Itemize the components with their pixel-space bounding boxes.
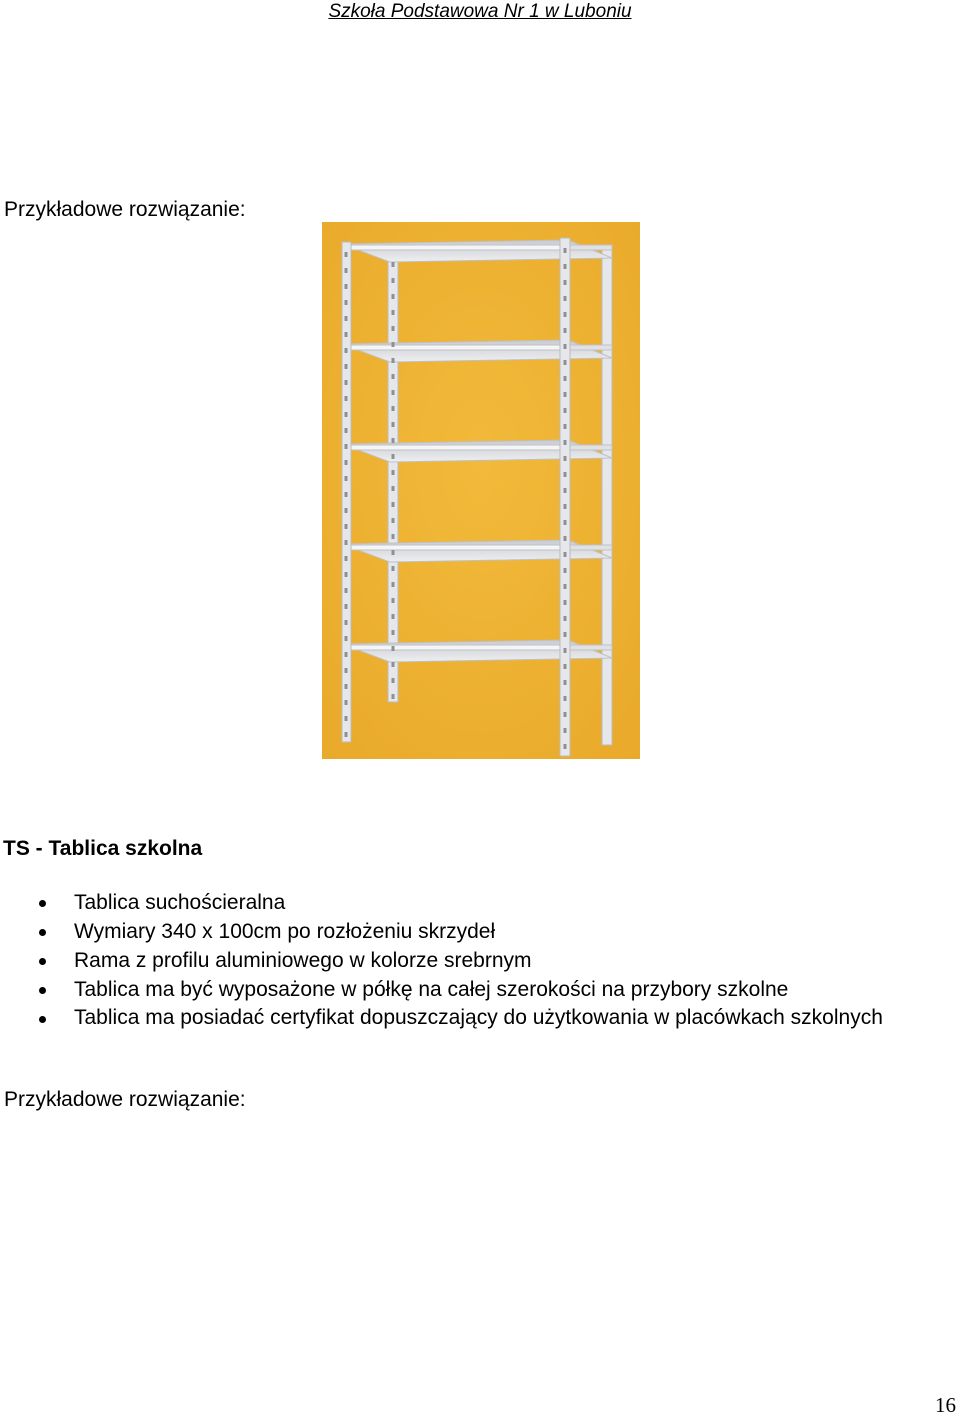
post-hole <box>392 550 395 555</box>
list-item: Tablica suchościeralna <box>0 888 930 917</box>
example-solution-label-shelf: Przykładowe rozwiązanie: <box>4 198 246 221</box>
post-hole <box>392 598 395 603</box>
post-hole <box>345 252 348 257</box>
example-solution-label-board: Przykładowe rozwiązanie: <box>4 1088 246 1111</box>
post-hole <box>564 424 567 429</box>
post-hole <box>392 326 395 331</box>
shelf-side-edge <box>568 545 612 550</box>
post-hole <box>564 408 567 413</box>
post-hole <box>345 604 348 609</box>
shelf-front-edge <box>342 545 570 550</box>
shelf-board <box>342 240 612 262</box>
post-hole <box>392 662 395 667</box>
post-hole <box>392 374 395 379</box>
post-hole <box>564 312 567 317</box>
post-hole <box>564 520 567 525</box>
list-item: Rama z profilu aluminiowego w kolorze srebrnym <box>0 946 930 975</box>
post-hole <box>392 278 395 283</box>
post-hole <box>345 540 348 545</box>
post-hole <box>392 390 395 395</box>
post-hole <box>392 630 395 635</box>
post-hole <box>564 536 567 541</box>
shelf-side-edge <box>568 245 612 250</box>
post-hole <box>564 696 567 701</box>
post-hole <box>392 310 395 315</box>
post-hole <box>392 342 395 347</box>
post-hole <box>564 680 567 685</box>
post-hole <box>564 728 567 733</box>
post-hole <box>392 694 395 699</box>
shelf-front-edge <box>342 245 570 250</box>
post-hole <box>564 440 567 445</box>
post-hole <box>345 348 348 353</box>
post-hole <box>392 486 395 491</box>
post-hole <box>345 300 348 305</box>
shelf-board <box>342 440 612 462</box>
post-hole <box>392 678 395 683</box>
post-hole <box>345 428 348 433</box>
post-hole <box>564 296 567 301</box>
bullet-icon <box>39 958 46 965</box>
list-item: Tablica ma być wyposażone w półkę na całej szerokości na przybory szkolne <box>0 975 930 1004</box>
post-hole <box>345 268 348 273</box>
post-hole <box>564 600 567 605</box>
post-hole <box>345 572 348 577</box>
bullet-icon <box>39 900 46 907</box>
post-hole <box>392 614 395 619</box>
post-hole <box>564 712 567 717</box>
post-hole <box>564 744 567 749</box>
post-hole <box>392 646 395 651</box>
post-hole <box>564 648 567 653</box>
back-right-post <box>602 250 612 745</box>
post-hole <box>564 344 567 349</box>
shelf-front-edge <box>342 345 570 350</box>
shelf-board <box>342 340 612 362</box>
post-hole <box>345 332 348 337</box>
post-hole <box>392 502 395 507</box>
post-hole <box>345 396 348 401</box>
list-item: Wymiary 340 x 100cm po rozłożeniu skrzydeł <box>0 917 930 946</box>
page-header: Szkoła Podstawowa Nr 1 w Luboniu <box>328 1 632 22</box>
post-hole <box>564 664 567 669</box>
post-hole <box>345 620 348 625</box>
post-hole <box>345 492 348 497</box>
shelf-board <box>342 640 612 662</box>
post-hole <box>564 456 567 461</box>
bullet-icon <box>39 987 46 994</box>
post-hole <box>564 328 567 333</box>
shelf-front-edge <box>342 645 570 650</box>
shelf-side-edge <box>568 645 612 650</box>
post-hole <box>564 264 567 269</box>
post-hole <box>345 684 348 689</box>
post-hole <box>345 716 348 721</box>
post-hole <box>345 524 348 529</box>
post-hole <box>345 284 348 289</box>
shelving-unit-photo <box>322 222 640 759</box>
bullet-icon <box>39 1016 46 1023</box>
post-hole <box>392 566 395 571</box>
post-hole <box>564 472 567 477</box>
post-hole <box>564 248 567 253</box>
post-hole <box>392 294 395 299</box>
post-hole <box>564 568 567 573</box>
post-hole <box>345 444 348 449</box>
post-hole <box>564 504 567 509</box>
post-hole <box>392 518 395 523</box>
post-hole <box>392 582 395 587</box>
post-hole <box>564 392 567 397</box>
bullet-icon <box>39 929 46 936</box>
post-hole <box>345 476 348 481</box>
post-hole <box>345 588 348 593</box>
post-hole <box>345 652 348 657</box>
post-hole <box>564 584 567 589</box>
post-hole <box>392 262 395 267</box>
post-hole <box>564 376 567 381</box>
post-hole <box>345 636 348 641</box>
feature-list <box>0 888 930 1032</box>
post-hole <box>392 358 395 363</box>
post-hole <box>345 556 348 561</box>
post-hole <box>392 422 395 427</box>
post-hole <box>564 616 567 621</box>
shelf-side-edge <box>568 345 612 350</box>
post-hole <box>345 668 348 673</box>
post-hole <box>564 280 567 285</box>
shelf-board <box>342 540 612 562</box>
post-hole <box>564 632 567 637</box>
post-hole <box>345 732 348 737</box>
post-hole <box>392 406 395 411</box>
post-hole <box>345 508 348 513</box>
post-hole <box>564 488 567 493</box>
post-hole <box>345 316 348 321</box>
shelf-front-edge <box>342 445 570 450</box>
page-number: 16 <box>935 1393 956 1417</box>
post-hole <box>345 364 348 369</box>
post-hole <box>392 454 395 459</box>
post-hole <box>564 360 567 365</box>
post-hole <box>345 412 348 417</box>
post-hole <box>392 438 395 443</box>
list-item: Tablica ma posiadać certyfikat dopuszczający do użytkowania w placówkach szkolnych <box>0 1004 930 1032</box>
post-hole <box>392 534 395 539</box>
post-hole <box>345 460 348 465</box>
post-hole <box>345 380 348 385</box>
section-title: TS - Tablica szkolna <box>3 837 203 860</box>
shelf-side-edge <box>568 445 612 450</box>
post-hole <box>564 552 567 557</box>
post-hole <box>345 700 348 705</box>
post-hole <box>392 470 395 475</box>
